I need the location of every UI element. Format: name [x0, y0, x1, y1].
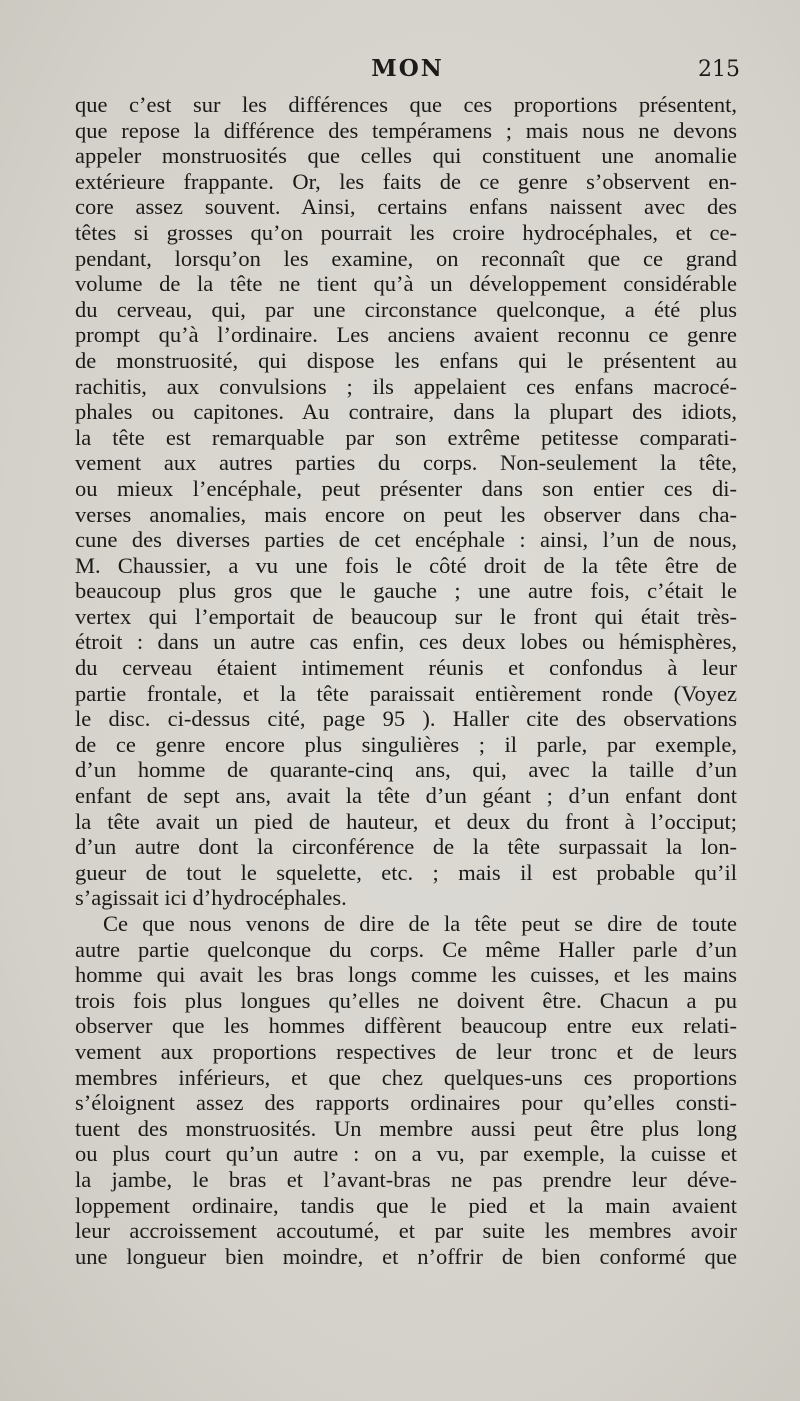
text-line: une longueur bien moindre, et n’offrir de bien conformé que: [75, 1243, 737, 1269]
text-line: vement aux autres parties du corps. Non-seulement la tête,: [75, 450, 737, 476]
text-line: homme qui avait les bras longs comme les cuisses, et les mains: [75, 962, 737, 988]
running-title: MON: [371, 55, 444, 82]
text-line: étroit : dans un autre cas enfin, ces deux lobes ou hémisphères,: [75, 629, 737, 655]
text-line: phales ou capitones. Au contraire, dans la plupart des idiots,: [75, 399, 737, 425]
text-line: rachitis, aux convulsions ; ils appelaient ces enfans macrocé-: [75, 373, 737, 399]
text-line: du cerveau, qui, par une circonstance quelconque, a été plus: [75, 296, 737, 322]
text-line: d’un homme de quarante-cinq ans, qui, avec la taille d’un: [75, 757, 737, 783]
text-line: core assez souvent. Ainsi, certains enfans naissent avec des: [75, 194, 737, 220]
text-line: trois fois plus longues qu’elles ne doivent être. Chacun a pu: [75, 987, 737, 1013]
text-line: partie frontale, et la tête paraissait entièrement ronde (Voyez: [75, 680, 737, 706]
text-line: extérieure frappante. Or, les faits de ce genre s’observent en-: [75, 168, 737, 194]
text-line: vertex qui l’emportait de beaucoup sur le front qui était très-: [75, 603, 737, 629]
text-line: s’éloignent assez des rapports ordinaires pour qu’elles consti-: [75, 1090, 737, 1116]
text-line: vement aux proportions respectives de leur tronc et de leurs: [75, 1038, 737, 1064]
text-line: membres inférieurs, et que chez quelques-uns ces proportions: [75, 1064, 737, 1090]
text-line: verses anomalies, mais encore on peut les observer dans cha-: [75, 501, 737, 527]
text-line: que repose la différence des tempéramens ; mais nous ne devons: [75, 117, 737, 143]
text-line: de ce genre encore plus singulières ; il parle, par exemple,: [75, 731, 737, 757]
running-header: [75, 55, 740, 89]
text-line: tuent des monstruosités. Un membre aussi peut être plus long: [75, 1115, 737, 1141]
text-line: cune des diverses parties de cet encéphale : ainsi, l’un de nous,: [75, 527, 737, 553]
text-line: gueur de tout le squelette, etc. ; mais il est probable qu’il: [75, 859, 737, 885]
text-line: d’un autre dont la circonférence de la tête surpassait la lon-: [75, 834, 737, 860]
text-line: du cerveau étaient intimement réunis et confondus à leur: [75, 655, 737, 681]
text-line: prompt qu’à l’ordinaire. Les anciens avaient reconnu ce genre: [75, 322, 737, 348]
text-line: volume de la tête ne tient qu’à un développement considérable: [75, 271, 737, 297]
text-line: de monstruosité, qui dispose les enfans qui le présentent au: [75, 347, 737, 373]
text-line: ou mieux l’encéphale, peut présenter dans son entier ces di-: [75, 475, 737, 501]
text-line: la tête est remarquable par son extrême petitesse comparati-: [75, 424, 737, 450]
text-line: appeler monstruosités que celles qui constituent une anomalie: [75, 143, 737, 169]
text-line: la tête avait un pied de hauteur, et deux du front à l’occiput;: [75, 808, 737, 834]
text-line: la jambe, le bras et l’avant-bras ne pas prendre leur déve-: [75, 1166, 737, 1192]
text-line: observer que les hommes diffèrent beaucoup entre eux relati-: [75, 1013, 737, 1039]
page-number: 215: [698, 57, 740, 82]
text-line: têtes si grosses qu’on pourrait les croire hydrocéphales, et ce-: [75, 219, 737, 245]
text-line: beaucoup plus gros que le gauche ; une autre fois, c’était le: [75, 578, 737, 604]
text-line: enfant de sept ans, avait la tête d’un géant ; d’un enfant dont: [75, 783, 737, 809]
text-line: leur accroissement accoutumé, et par suite les membres avoir: [75, 1218, 737, 1244]
paragraph-start-line: Ce que nous venons de dire de la tête peut se dire de toute: [103, 911, 737, 936]
text-line: ou plus court qu’un autre : on a vu, par exemple, la cuisse et: [75, 1141, 737, 1167]
text-line: le disc. ci-dessus cité, page 95 ). Haller cite des observations: [75, 706, 737, 732]
text-line: pendant, lorsqu’on les examine, on reconnaît que ce grand: [75, 245, 737, 271]
body-text: [75, 92, 737, 1269]
text-line: M. Chaussier, a vu une fois le côté droit de la tête être de: [75, 552, 737, 578]
text-line: que c’est sur les différences que ces proportions présentent,: [75, 92, 737, 117]
text-line: loppement ordinaire, tandis que le pied et la main avaient: [75, 1192, 737, 1218]
text-line: autre partie quelconque du corps. Ce même Haller parle d’un: [75, 936, 737, 962]
paragraph-end-line: s’agissait ici d’hydrocéphales.: [75, 885, 347, 911]
